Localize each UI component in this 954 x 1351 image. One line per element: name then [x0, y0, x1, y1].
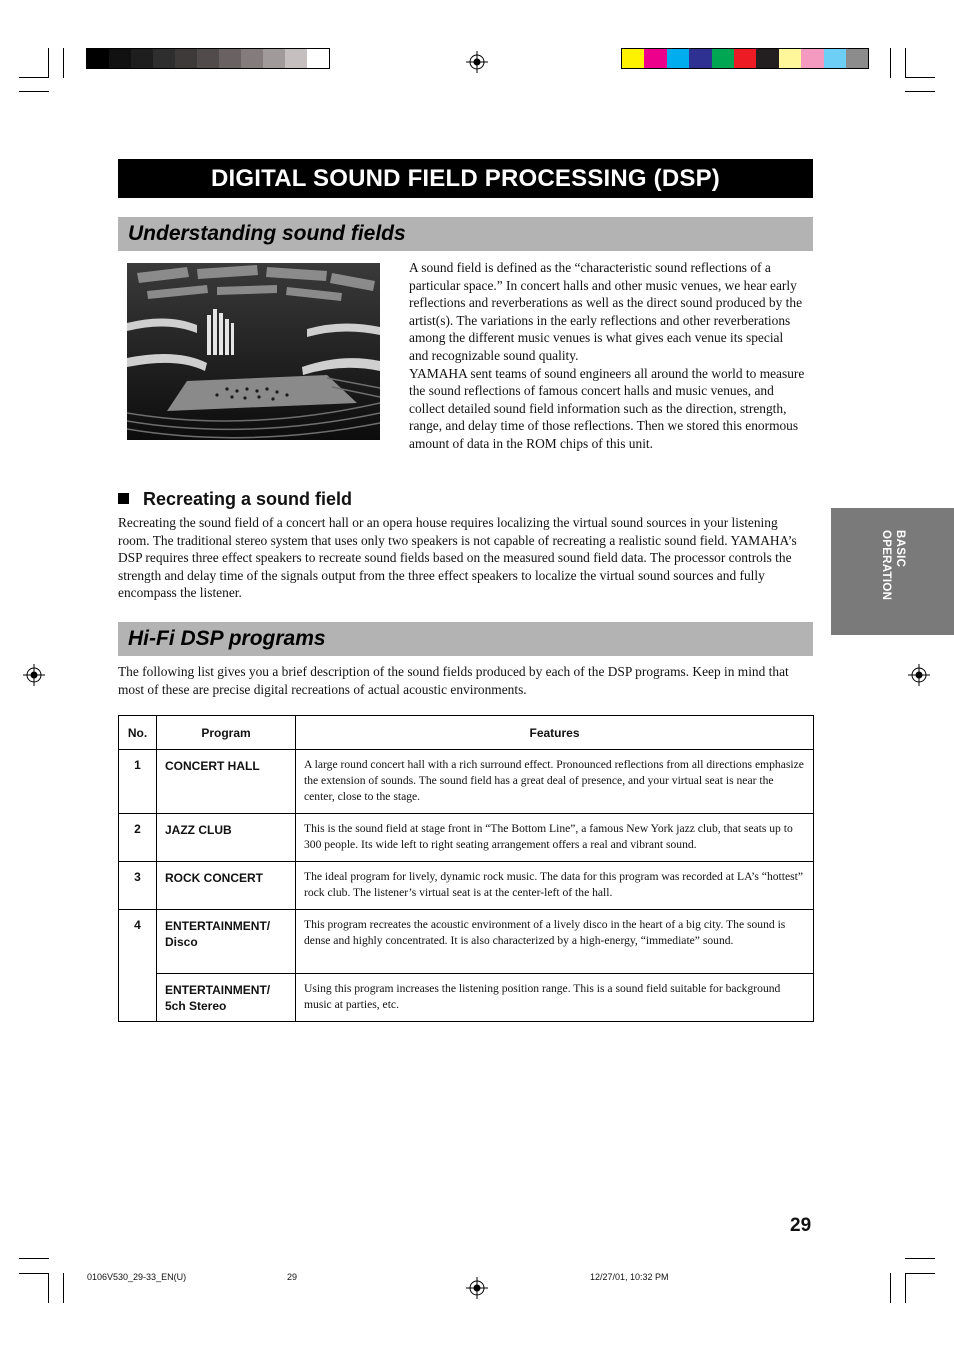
color-swatch	[667, 49, 689, 68]
program-features: A large round concert hall with a rich surround effect. Pronounced reflections from all directions emphasize the extension of sounds. The sound field has a great deal of presence, and your virtual seat is near the center, close to the stage.	[296, 750, 814, 814]
section-heading-hifi-dsp: Hi-Fi DSP programs	[118, 622, 813, 656]
page-number: 29	[790, 1215, 812, 1236]
table-row	[119, 910, 814, 974]
color-swatch	[801, 49, 823, 68]
color-swatch	[241, 49, 263, 68]
crop-mark	[48, 48, 49, 78]
side-tab-label: BASIC OPERATION	[880, 530, 906, 601]
row-number: 4	[119, 910, 157, 1022]
crop-mark	[63, 1273, 64, 1303]
color-swatch	[153, 49, 175, 68]
crop-mark	[19, 1258, 49, 1259]
program-name: ROCK CONCERT	[157, 862, 296, 910]
color-swatch	[87, 49, 109, 68]
row-number: 2	[119, 814, 157, 862]
paragraph: YAMAHA sent teams of sound engineers all around the world to measure the sound reflections of famous concert halls and music venues, and collect detailed sound field information such as the direction, strength, range, and delay time of those reflections. Then we stored this enormous amount of data in the ROM chips of this unit.	[409, 365, 805, 451]
color-swatch	[712, 49, 734, 68]
column-header-program: Program	[157, 716, 296, 750]
subsection-paragraph: Recreating the sound field of a concert hall or an opera house requires localizing the virtual sound sources in your listening room. The traditional stereo system that uses only two speakers is not capable of recreating a realistic sound field. YAMAHA’s DSP requires three effect speakers to recreate sound fields based on the measured sound field data. The processor controls the strength and delay time of the signals output from the three effect speakers to localize the virtual sound sources and fully encompass the listener.	[118, 515, 797, 601]
color-swatch	[263, 49, 285, 68]
color-swatch	[846, 49, 868, 68]
table-row	[119, 750, 814, 814]
row-number: 1	[119, 750, 157, 814]
color-swatch	[219, 49, 241, 68]
color-swatch	[689, 49, 711, 68]
dsp-programs-table	[118, 715, 814, 1022]
row-number: 3	[119, 862, 157, 910]
page-title: DIGITAL SOUND FIELD PROCESSING (DSP)	[118, 159, 813, 198]
crop-mark	[905, 77, 935, 78]
color-swatch	[622, 49, 644, 68]
footer-page: 29	[287, 1272, 298, 1282]
color-swatch	[307, 49, 329, 68]
registration-mark-icon	[908, 664, 930, 686]
registration-mark-icon	[466, 51, 488, 73]
program-name: ENTERTAINMENT/ Disco	[157, 910, 296, 974]
color-swatch	[131, 49, 153, 68]
registration-mark-icon	[23, 664, 45, 686]
section-heading-understanding: Understanding sound fields	[118, 217, 813, 251]
program-name: ENTERTAINMENT/ 5ch Stereo	[157, 974, 296, 1022]
program-features: Using this program increases the listening position range. This is a sound field suitable for background music at parties, etc.	[296, 974, 814, 1022]
program-features: This is the sound field at stage front in “The Bottom Line”, a famous New York jazz club, that seats up to 300 people. Its wide left to right seating arrangement offers a real and vibrant sound.	[296, 814, 814, 862]
crop-mark	[890, 48, 891, 78]
color-swatch	[175, 49, 197, 68]
column-header-features: Features	[296, 716, 814, 750]
color-swatch	[109, 49, 131, 68]
process-color-bar	[621, 48, 869, 69]
concert-hall-photo	[127, 263, 380, 440]
table-row	[119, 862, 814, 910]
color-swatch	[285, 49, 307, 68]
crop-mark	[48, 1273, 49, 1303]
footer-date: 12/27/01, 10:32 PM	[590, 1272, 669, 1282]
section2-intro: The following list gives you a brief description of the sound fields produced by each of the DSP programs. Keep in mind that most of these are precise digital recreations of actual acoustic environments.	[118, 664, 789, 697]
crop-mark	[63, 48, 64, 78]
color-swatch	[197, 49, 219, 68]
section1-text	[409, 259, 805, 453]
crop-mark	[905, 1273, 906, 1303]
side-tab	[831, 508, 954, 635]
table-row	[119, 974, 814, 1022]
color-swatch	[779, 49, 801, 68]
program-name: CONCERT HALL	[157, 750, 296, 814]
crop-mark	[905, 1273, 935, 1274]
program-name: JAZZ CLUB	[157, 814, 296, 862]
grayscale-color-bar	[86, 48, 330, 69]
paragraph: A sound field is defined as the “characteristic sound reflections of a particular space.” In concert halls and other music venues, we hear early reflections and reverberations as well as the direct sound produced by the artist(s). The variations in the early reflections and other reverberations among the different music venues is what gives each venue its special and recognizable sound quality.	[409, 260, 803, 363]
crop-mark	[890, 1273, 891, 1303]
column-header-no: No.	[119, 716, 157, 750]
square-bullet-icon	[118, 493, 129, 504]
program-features: This program recreates the acoustic environment of a lively disco in the heart of a big city. The sound is dense and highly concentrated. It is also characterized by a high-energy, “immediate” sound.	[296, 910, 814, 974]
crop-mark	[19, 1273, 49, 1274]
color-swatch	[824, 49, 846, 68]
table-row	[119, 814, 814, 862]
subsection-heading	[118, 488, 352, 510]
crop-mark	[19, 77, 49, 78]
color-swatch	[756, 49, 778, 68]
footer-filename: 0106V530_29-33_EN(U)	[87, 1272, 187, 1282]
subsection-heading-text: Recreating a sound field	[143, 489, 353, 509]
crop-mark	[905, 91, 935, 92]
crop-mark	[905, 48, 906, 78]
crop-mark	[19, 91, 49, 92]
registration-mark-icon	[466, 1277, 488, 1299]
table-header-row	[119, 716, 814, 750]
color-swatch	[734, 49, 756, 68]
program-features: The ideal program for lively, dynamic rock music. The data for this program was recorded at LA’s “hottest” rock club. The listener’s virtual seat is at the center-left of the hall.	[296, 862, 814, 910]
color-swatch	[644, 49, 666, 68]
crop-mark	[905, 1258, 935, 1259]
